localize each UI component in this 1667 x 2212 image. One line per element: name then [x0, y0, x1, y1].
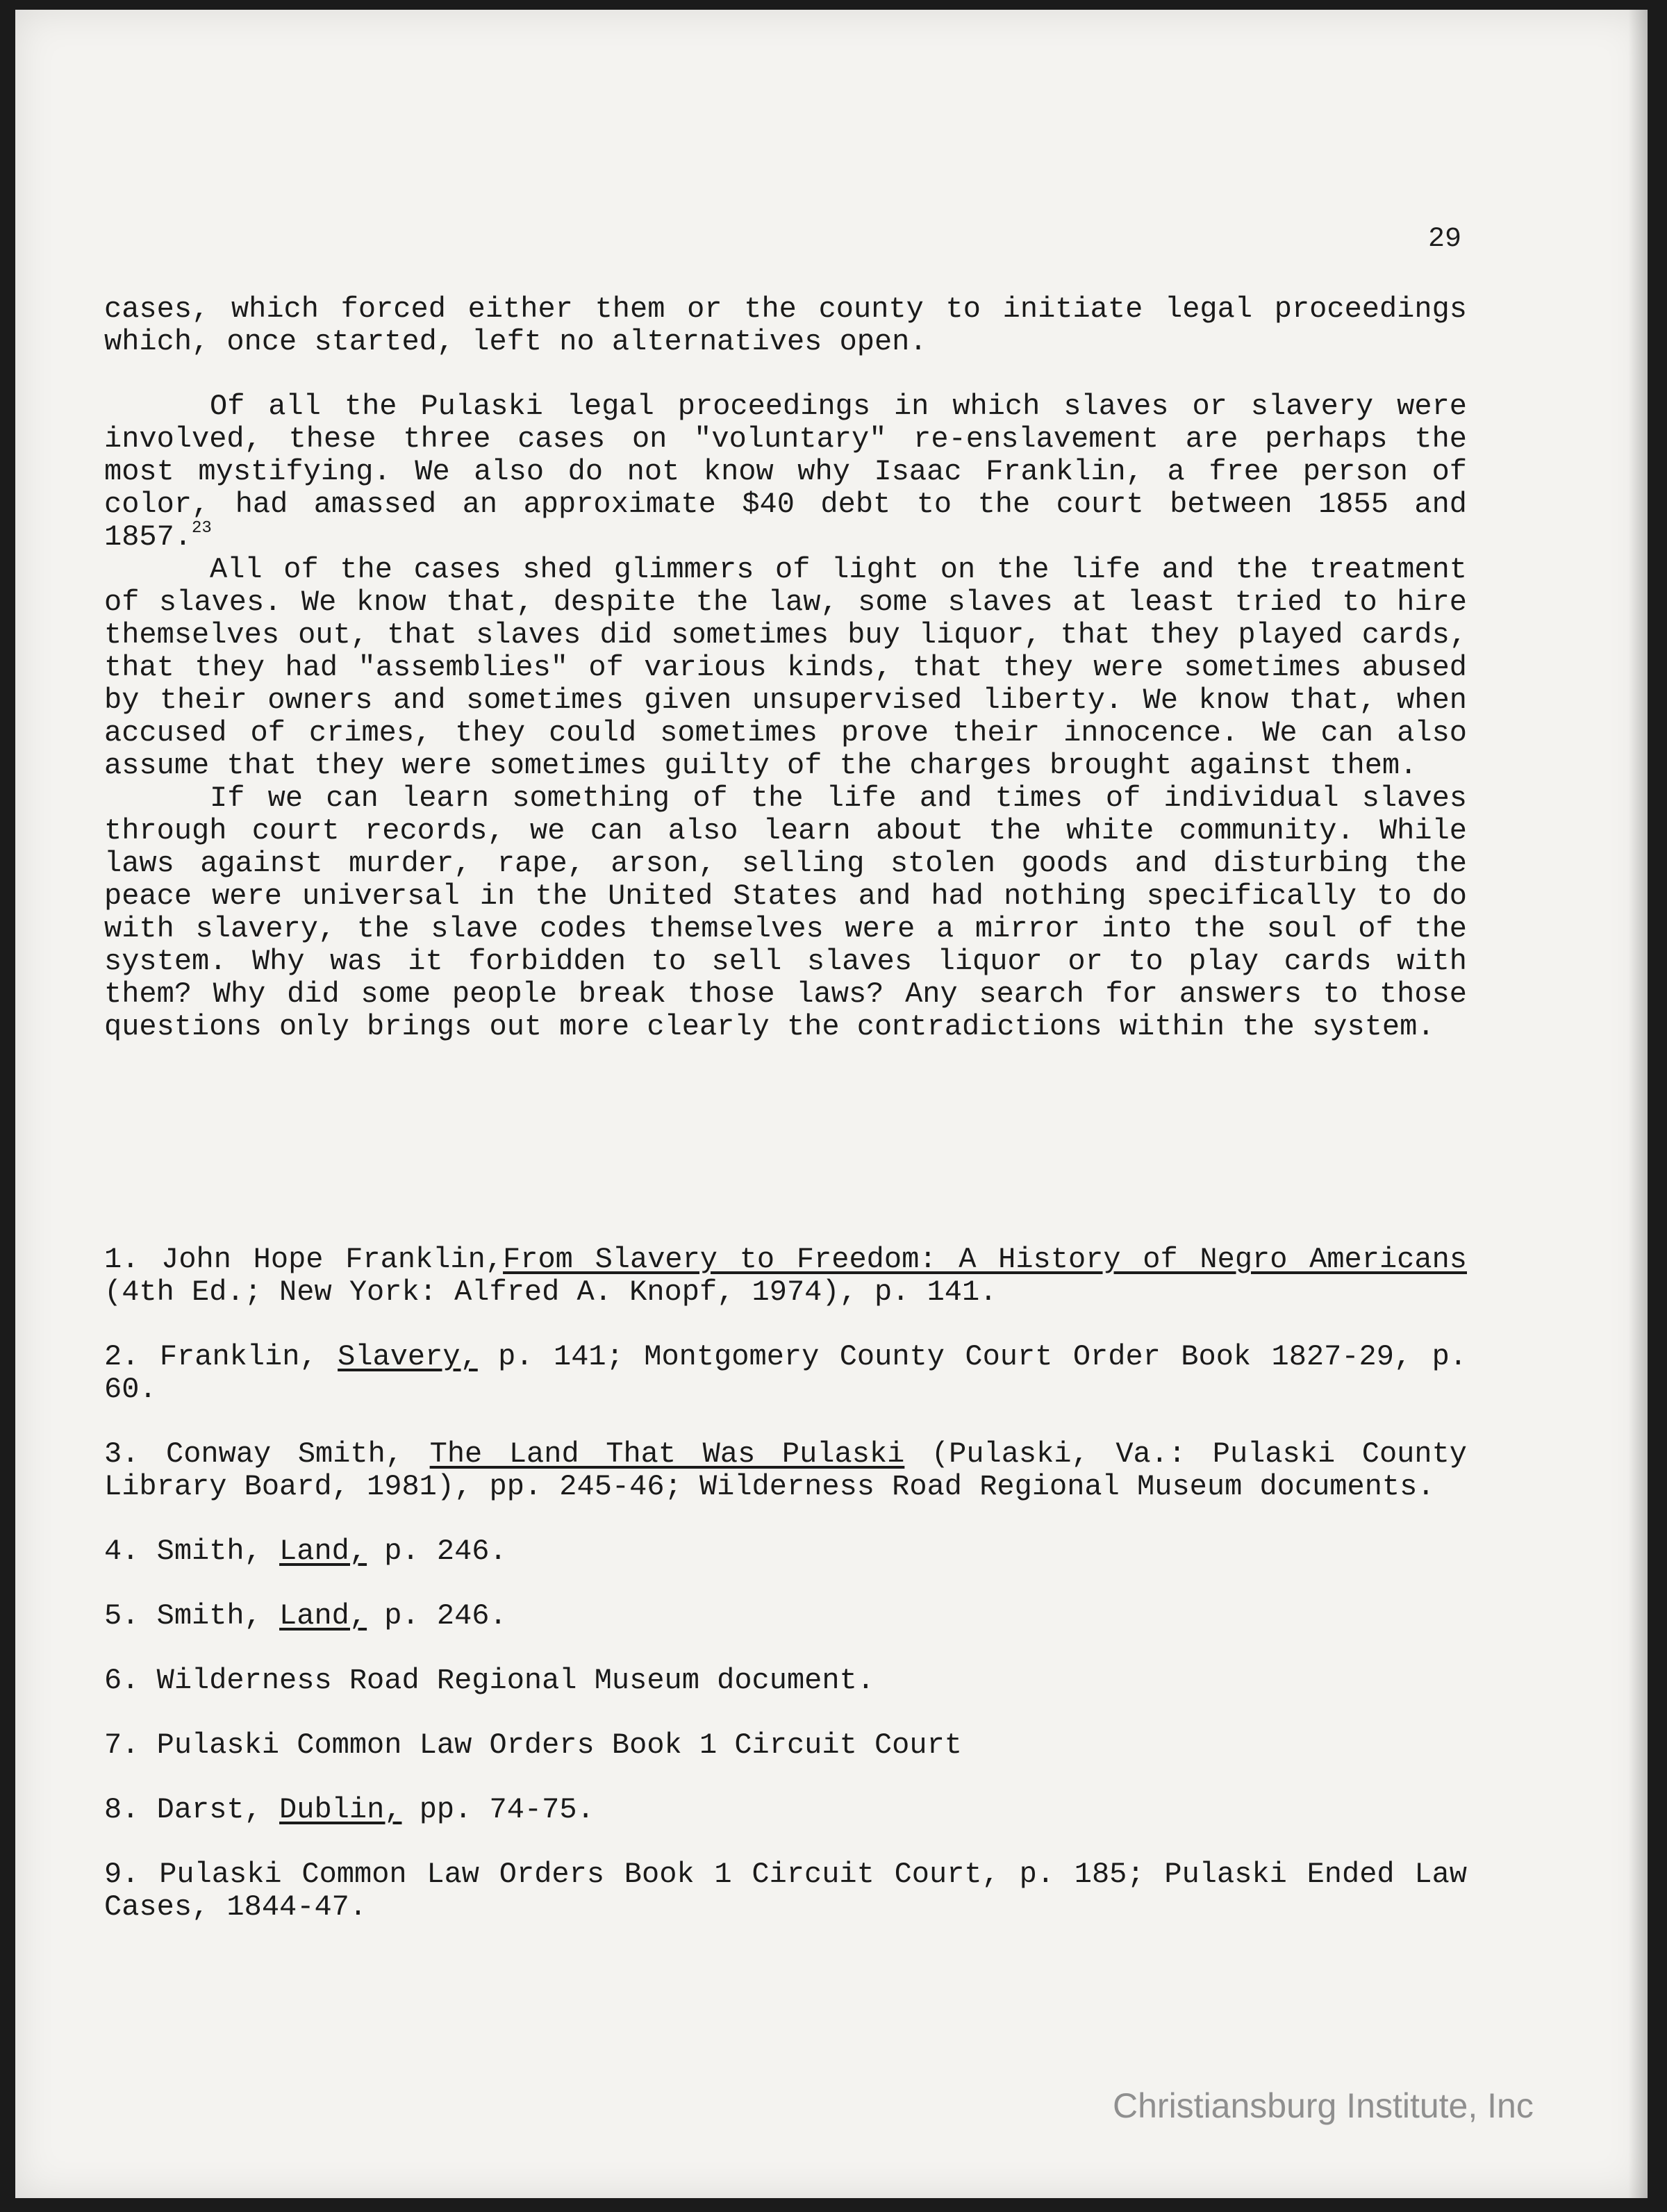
endnote: 5. Smith, Land, p. 246. [104, 1599, 507, 1633]
endnote: 3. Conway Smith, The Land That Was Pulaski (Pulaski, Va.: Pulaski County Library Board, 1981), pp. 245-46; Wilderness Road Regional Museum documents. [104, 1437, 1467, 1503]
cited-title: Land, [279, 1535, 367, 1568]
endnote: 2. Franklin, Slavery, p. 141; Montgomery County Court Order Book 1827-29, p. 60. [104, 1340, 1467, 1406]
body-text [104, 293, 1467, 1043]
endnote: 8. Darst, Dublin, pp. 74-75. [104, 1793, 595, 1826]
cited-title: Slavery, [338, 1340, 478, 1373]
endnote: 1. John Hope Franklin,From Slavery to Freedom: A History of Negro Americans (4th Ed.; New York: Alfred A. Knopf, 1974), p. 141. [104, 1243, 1467, 1309]
paragraph: Of all the Pulaski legal proceedings in which slaves or slavery were involved, these three cases on "voluntary" re-enslavement are perhaps the most mystifying. We also do not know why Isaac Franklin, a free person of color, had amassed an approximate $40 debt to the court between 1855 and 1857.23 [104, 390, 1467, 554]
document-page [15, 10, 1648, 2198]
cited-title: From Slavery to Freedom: A History of Negro Americans [503, 1243, 1467, 1276]
paragraph: If we can learn something of the life and times of individual slaves through court records, we can also learn about the white community. While laws against murder, rape, arson, selling stolen goods and disturbing the peace were universal in the United States and had nothing specifically to do with slavery, the slave codes themselves were a mirror into the soul of the system. Why was it forbidden to sell slaves liquor or to play cards with them? Why did some people break those laws? Any search for answers to those questions only brings out more clearly the contradictions within the system. [104, 782, 1467, 1043]
endnote: 6. Wilderness Road Regional Museum document. [104, 1664, 874, 1697]
watermark: Christiansburg Institute, Inc [1113, 2086, 1534, 2125]
paragraph: All of the cases shed glimmers of light on the life and the treatment of slaves. We know that, despite the law, some slaves at least tried to hire themselves out, that slaves did sometimes buy liquor, that they played cards, that they had "assemblies" of various kinds, that they were sometimes abused by their owners and sometimes given unsupervised liberty. We know that, when accused of crimes, they could sometimes prove their innocence. We can also assume that they were sometimes guilty of the charges brought against them. [104, 553, 1467, 782]
cited-title: The Land That Was Pulaski [429, 1437, 905, 1471]
endnotes [104, 1244, 1467, 1956]
cited-title: Dublin, [279, 1793, 402, 1826]
page-number: 29 [1428, 224, 1462, 255]
endnote: 4. Smith, Land, p. 246. [104, 1535, 507, 1568]
footnote-reference: 23 [192, 519, 212, 538]
cited-title: Land, [279, 1599, 367, 1633]
endnote: 9. Pulaski Common Law Orders Book 1 Circuit Court, p. 185; Pulaski Ended Law Cases, 1844-47. [104, 1858, 1467, 1924]
paragraph: cases, which forced either them or the county to initiate legal proceedings which, once started, left no alternatives open. [104, 292, 1467, 358]
endnote: 7. Pulaski Common Law Orders Book 1 Circuit Court [104, 1728, 963, 1762]
